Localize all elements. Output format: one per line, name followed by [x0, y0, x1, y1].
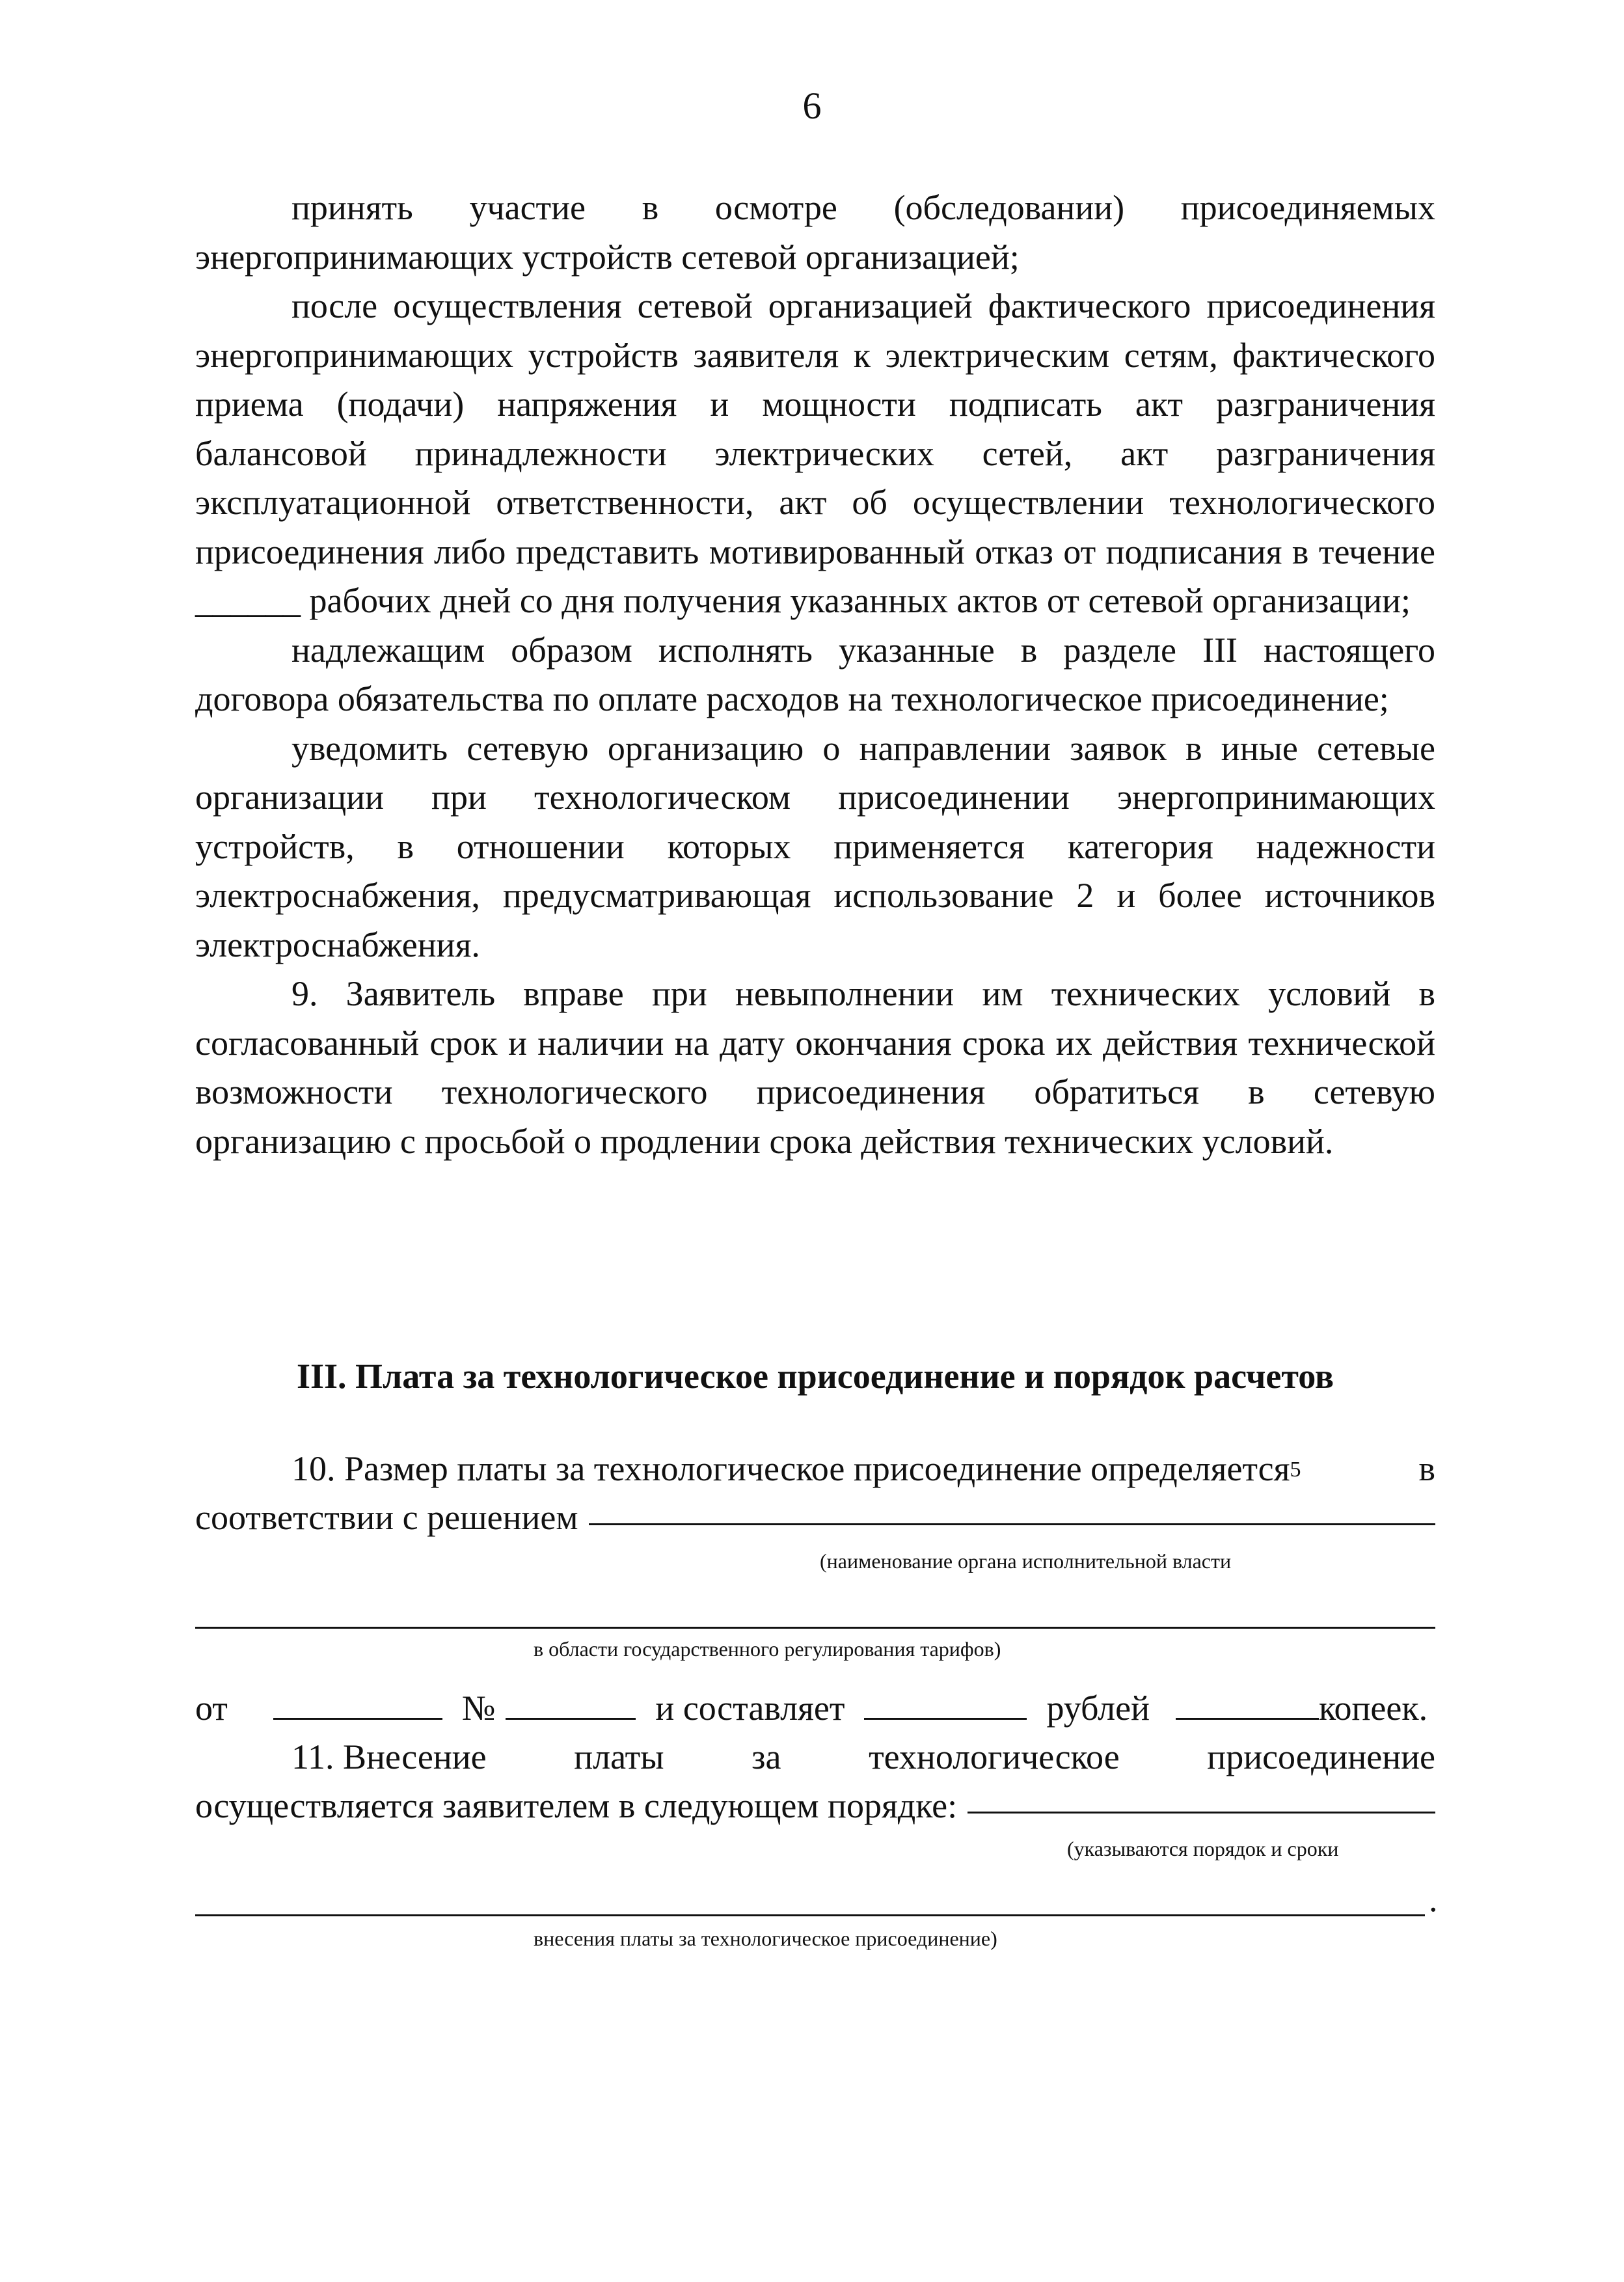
kopecks-field[interactable]: [1176, 1717, 1319, 1720]
paragraph-clause-9: 9. Заявитель вправе при невыполнении им технических условий в согласованный срок и наличии на дату окончания срока их действия технической возможности технологического присоединения обратиться в сетевую организацию с просьбой о продлении срока действия технических условий.: [195, 974, 1435, 1161]
clause-11-line2: осуществляется заявителем в следующем порядке:: [195, 1786, 958, 1825]
kopecks-label: копеек.: [1319, 1689, 1428, 1728]
number-label: №: [461, 1689, 496, 1728]
from-label: от: [195, 1689, 228, 1728]
section-heading: III. Плата за технологическое присоединение и порядок расчетов: [296, 1357, 1334, 1396]
paragraph-sign-acts: после осуществления сетевой организацией фактического присоединения энергопринимающих устройств заявителя к электрическим сетям, фактического приема (подачи) напряжения и мощности подписать акт разграничения балансовой принадлежности электрических сетей, акт разграничения эксплуатационной ответственности, акт об осуществлении технологического присоединения либо представить мотивированный отказ от подписания в течение ______ рабочих дней со дня получения указанных актов от сетевой организации;: [195, 286, 1435, 620]
payment-procedure-field[interactable]: [968, 1812, 1435, 1813]
payment-procedure-field-continued[interactable]: [195, 1914, 1425, 1916]
clause-11-word-1: 11. Внесение: [291, 1737, 487, 1776]
rubles-label: рублей: [1046, 1689, 1150, 1728]
clause-10-amount-line: [195, 1684, 1435, 1733]
trailing-dot: .: [1429, 1880, 1438, 1919]
decision-date-field[interactable]: [273, 1717, 442, 1720]
clause-11-word-5: присоединение: [1207, 1737, 1435, 1776]
amount-label: и составляет: [655, 1689, 845, 1728]
clause-10-line2: соответствии с решением: [195, 1498, 578, 1537]
page-number: 6: [802, 85, 822, 127]
decision-number-field[interactable]: [506, 1717, 636, 1720]
rubles-field[interactable]: [864, 1717, 1027, 1720]
authority-name-field[interactable]: [589, 1523, 1435, 1525]
clause-11-word-3: за: [751, 1737, 781, 1776]
payment-procedure-caption: (указываются порядок и сроки: [1067, 1837, 1339, 1860]
paragraph-payment-obligations: надлежащим образом исполнять указанные в разделе III настоящего договора обязательства по оплате расходов на технологическое присоединение;: [195, 630, 1435, 718]
clause-11-word-2: платы: [574, 1737, 664, 1776]
clause-11: [195, 1733, 1435, 1830]
authority-caption: (наименование органа исполнительной власти: [820, 1549, 1232, 1573]
clause-10-line1: 10. Размер платы за технологическое присоединение определяется: [291, 1449, 1290, 1488]
clause-10: 10. Размер платы за технологическое присоединение определяется $^5$ в соответствии с решением: [195, 1445, 1435, 1542]
regulation-caption: в области государственного регулирования тарифов): [534, 1637, 1001, 1661]
clause-11-word-4: технологическое: [869, 1737, 1120, 1776]
paragraph-notify: уведомить сетевую организацию о направлении заявок в иные сетевые организации при технологическом присоединении энергопринимающих устройств, в отношении которых применяется категория надежности электроснабжения, предусматривающая использование 2 и более источников электроснабжения.: [195, 728, 1435, 964]
clause-10-line1-end: в: [1418, 1449, 1435, 1488]
payment-terms-caption: внесения платы за технологическое присоединение): [534, 1927, 997, 1950]
authority-name-field-continued[interactable]: [195, 1627, 1435, 1629]
obligations-text: [195, 183, 1435, 1166]
paragraph-inspection: принять участие в осмотре (обследовании) присоединяемых энергопринимающих устройств сетевой организацией;: [195, 188, 1435, 277]
